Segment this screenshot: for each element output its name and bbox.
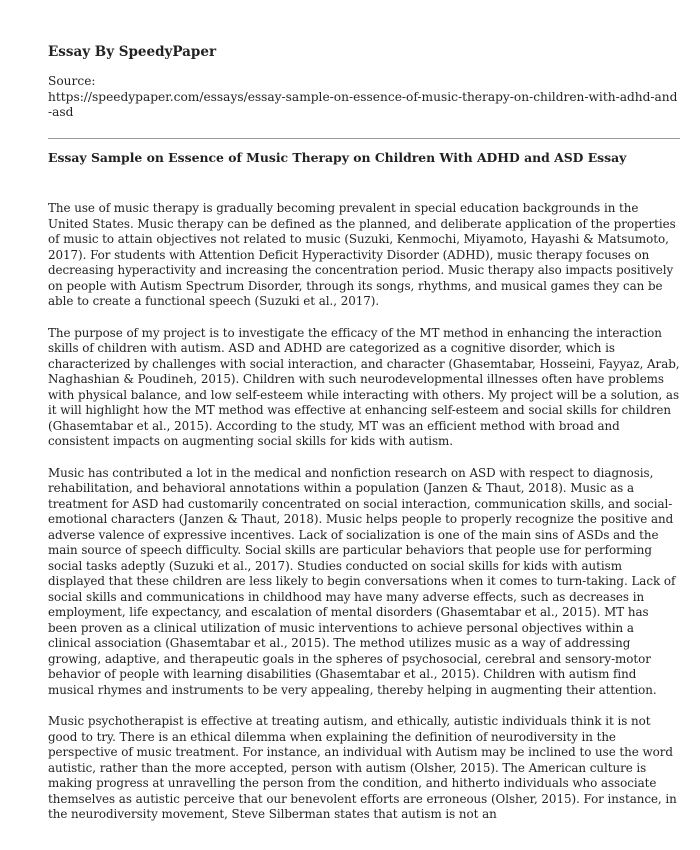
essay-body	[48, 201, 680, 839]
source-block	[48, 74, 680, 121]
document-title: Essay By SpeedyPaper	[48, 44, 217, 60]
paragraph: Music psychotherapist is effective at treating autism, and ethically, autistic individuals think it is not good to try. There is an ethical dilemma when explaining the definition of neurodiversity in the perspective of music treatment. For instance, an individual with Autism may be inclined to use the word autistic, rather than the more accepted, person with autism (Olsher, 2015). The American culture is making progress at unravelling the person from the condition, and hitherto individuals who associate themselves as autistic perceive that our benevolent efforts are erroneous (Olsher, 2015). For instance, in the neurodiversity movement, Steve Silberman states that autism is not an	[48, 714, 677, 821]
source-url: https://speedypaper.com/essays/essay-sample-on-essence-of-music-therapy-on-children-with-adhd-and-asd	[48, 89, 678, 119]
header-divider	[48, 138, 680, 139]
source-label: Source:	[48, 74, 96, 88]
paragraph: Music has contributed a lot in the medical and nonfiction research on ASD with respect to diagnosis, rehabilitation, and behavioral annotations within a population (Janzen & Thaut, 2018). Music as a treatment for ASD had customarily concentrated on social interaction, communication skills, and social-emotional characters (Janzen & Thaut, 2018). Music helps people to properly recognize the positive and adverse valence of expressive incentives. Lack of socialization is one of the main sins of ASDs and the main source of speech difficulty. Social skills are particular behaviors that people use for performing social tasks adeptly (Suzuki et al., 2017). Studies conducted on social skills for kids with autism displayed that these children are less likely to begin conversations when it comes to turn-taking. Lack of social skills and communications in childhood may have many adverse effects, such as decreases in employment, life expectancy, and escalation of mental disorders (Ghasemtabar et al., 2015). MT has been proven as a clinical utilization of music interventions to achieve personal objectives within a clinical association (Ghasemtabar et al., 2015). The method utilizes music as a way of addressing growing, adaptive, and therapeutic goals in the spheres of psychosocial, cerebral and sensory-motor behavior of people with learning disabilities (Ghasemtabar et al., 2015). Children with autism find musical rhymes and instruments to be very appealing, thereby helping in augmenting their attention.	[48, 465, 676, 697]
paragraph: The purpose of my project is to investigate the efficacy of the MT method in enhancing the interaction skills of children with autism. ASD and ADHD are categorized as a cognitive disorder, which is characterized by challenges with social interaction, and character (Ghasemtabar, Hosseini, Fayyaz, Arab, Naghashian & Poudineh, 2015). Children with such neurodevelopmental illnesses often have problems with physical balance, and low self-esteem while interacting with others. My project will be a solution, as it will highlight how the MT method was effective at enhancing self-esteem and social skills for children (Ghasemtabar et al., 2015). According to the study, MT was an efficient method with broad and consistent impacts on augmenting social skills for kids with autism.	[48, 325, 680, 448]
paragraph: The use of music therapy is gradually becoming prevalent in special education backgrounds in the United States. Music therapy can be defined as the planned, and deliberate application of the properties of music to attain objectives not related to music (Suzuki, Kenmochi, Miyamoto, Hayashi & Matsumoto, 2017). For students with Attention Deficit Hyperactivity Disorder (ADHD), music therapy focuses on decreasing hyperactivity and increasing the concentration period. Music therapy also impacts positively on people with Autism Spectrum Disorder, through its songs, rhythms, and musical games they can be able to create a functional speech (Suzuki et al., 2017).	[48, 201, 676, 308]
essay-title: Essay Sample on Essence of Music Therapy on Children With ADHD and ASD Essay	[48, 150, 627, 165]
